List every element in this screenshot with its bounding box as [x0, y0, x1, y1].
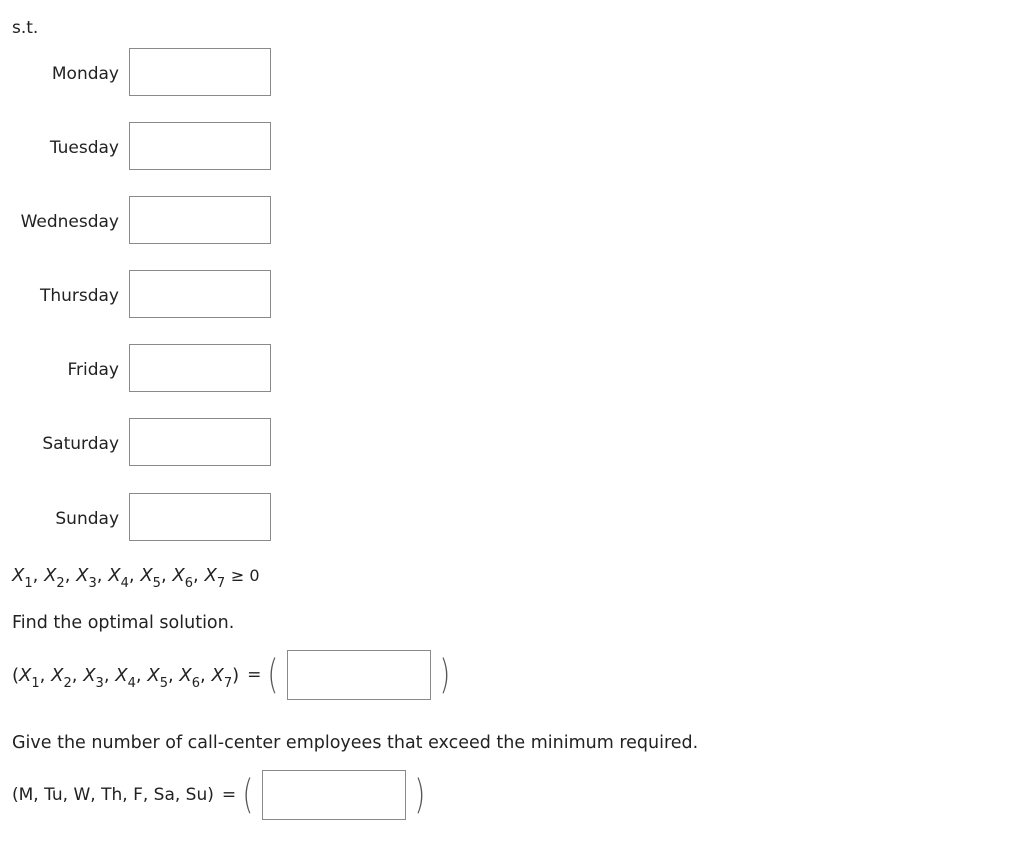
- excess-row: [12, 770, 427, 820]
- solution-row: [12, 650, 453, 700]
- solution-equals-sign: =: [247, 665, 262, 685]
- excess-vector-label: (M, Tu, W, Th, F, Sa, Su): [12, 785, 214, 805]
- left-paren-icon: (: [267, 652, 279, 698]
- right-paren-icon: ): [439, 652, 451, 698]
- excess-employees-input[interactable]: [262, 770, 406, 820]
- saturday-label: Saturday: [42, 434, 119, 454]
- wednesday-constraint-input[interactable]: [129, 196, 271, 244]
- monday-label: Monday: [51, 64, 119, 84]
- wednesday-label: Wednesday: [20, 212, 119, 232]
- tuesday-constraint-input[interactable]: [129, 122, 271, 170]
- excess-employees-prompt: Give the number of call-center employees that exceed the minimum required.: [12, 733, 699, 753]
- solution-vector-label: ($X_1$, $X_2$, $X_3$, $X_4$, $X_5$, $X_6$, $X_7$): [12, 664, 240, 691]
- sunday-label: Sunday: [55, 509, 119, 529]
- excess-equals-sign: =: [221, 785, 237, 805]
- optimal-solution-prompt: Find the optimal solution.: [12, 613, 235, 633]
- nonnegativity-relation: ≥ 0: [230, 566, 260, 585]
- monday-constraint-input[interactable]: [129, 48, 271, 96]
- nonnegativity-constraint: $X_1$, $X_2$, $X_3$, $X_4$, $X_5$, $X_6$, $X_7 \ge 0$: [12, 565, 260, 591]
- friday-constraint-input[interactable]: [129, 344, 271, 392]
- tuesday-label: Tuesday: [49, 138, 119, 158]
- thursday-label: Thursday: [39, 286, 119, 306]
- thursday-constraint-input[interactable]: [129, 270, 271, 318]
- sunday-constraint-input[interactable]: [129, 493, 271, 541]
- friday-label: Friday: [67, 360, 119, 380]
- subject-to-heading: s.t.: [12, 18, 39, 38]
- right-paren-icon: ): [414, 772, 426, 818]
- left-paren-icon: (: [242, 772, 254, 818]
- saturday-constraint-input[interactable]: [129, 418, 271, 466]
- optimal-solution-input[interactable]: [287, 650, 431, 700]
